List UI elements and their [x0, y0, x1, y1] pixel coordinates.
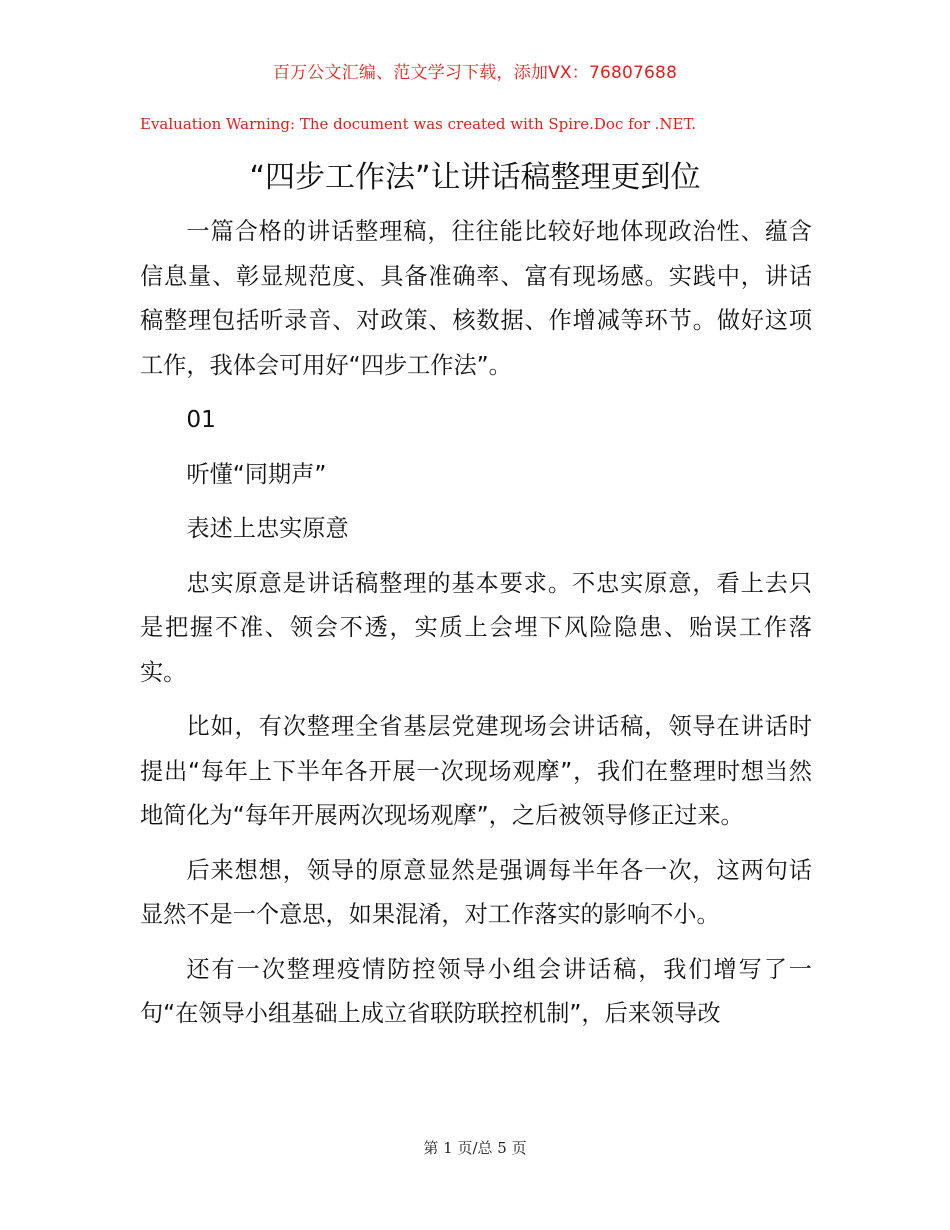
section-heading: 听懂“同期声” — [186, 460, 327, 488]
document-title: “四步工作法”让讲话稿整理更到位 — [249, 160, 701, 195]
section-number: 01 — [186, 406, 216, 433]
evaluation-warning: Evaluation Warning: The document was created with Spire.Doc for .NET. — [140, 115, 697, 133]
paragraph: 后来想想，领导的原意显然是强调每半年各一次，这两句话显然不是一个意思，如果混淆，对工作落实的影响不小。 — [140, 856, 812, 928]
paragraph-intro: 一篇合格的讲话整理稿，往往能比较好地体现政治性、蕴含信息量、彰显规范度、具备准确率、富有现场感。实践中，讲话稿整理包括听录音、对政策、核数据、作增减等环节。做好这项工作，我体会可用好“四步工作法”。 — [140, 218, 812, 379]
document-body — [140, 210, 812, 1047]
paragraph: 忠实原意是讲话稿整理的基本要求。不忠实原意，看上去只是把握不准、领会不透，实质上会埋下风险隐患、贻误工作落实。 — [140, 569, 812, 686]
paragraph: 比如，有次整理全省基层党建现场会讲话稿，领导在讲话时提出“每年上下半年各开展一次现场观摩”，我们在整理时想当然地简化为“每年开展两次现场观摩”，之后被领导修正过来。 — [140, 713, 812, 829]
page-footer: 第 1 页/总 5 页 — [423, 1139, 527, 1157]
section-subheading: 表述上忠实原意 — [186, 515, 349, 542]
promo-banner: 百万公文汇编、范文学习下载，添加VX：76807688 — [272, 63, 678, 83]
paragraph: 还有一次整理疫情防控领导小组会讲话稿，我们增写了一句“在领导小组基础上成立省联防联控机制”，后来领导改 — [140, 955, 812, 1027]
